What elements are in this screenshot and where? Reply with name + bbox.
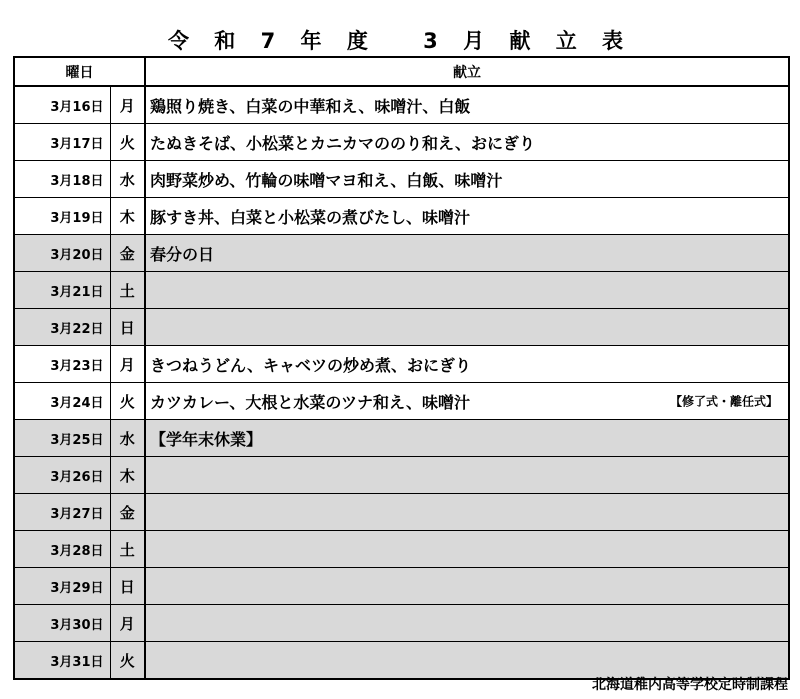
weekday-cell: 金 <box>110 494 145 531</box>
menu-text: 春分の日 <box>150 244 215 264</box>
menu-text: 豚すき丼、白菜と小松菜の煮びたし、味噌汁 <box>150 207 471 227</box>
menu-text: カツカレー、大根と水菜のツナ和え、味噌汁 <box>150 392 471 412</box>
weekday-cell: 水 <box>110 420 145 457</box>
table-row <box>14 383 789 420</box>
date-cell: 3月19日 <box>14 198 110 235</box>
table-row <box>14 494 789 531</box>
menu-cell <box>145 235 789 272</box>
table-header-row <box>14 57 789 86</box>
column-header-menu: 献立 <box>145 57 789 86</box>
date-cell: 3月17日 <box>14 124 110 161</box>
event-note: 【修了式・離任式】 <box>669 394 778 409</box>
weekday-cell: 土 <box>110 272 145 309</box>
date-cell: 3月16日 <box>14 86 110 124</box>
weekday-cell: 日 <box>110 309 145 346</box>
table-body <box>14 86 789 679</box>
menu-cell <box>145 642 789 680</box>
table-row <box>14 272 789 309</box>
menu-text: 鶏照り焼き、白菜の中華和え、味噌汁、白飯 <box>150 96 471 116</box>
column-header-day: 曜日 <box>14 57 145 86</box>
weekday-cell: 火 <box>110 124 145 161</box>
date-cell: 3月31日 <box>14 642 110 680</box>
menu-cell <box>145 568 789 605</box>
table-row <box>14 346 789 383</box>
date-cell: 3月23日 <box>14 346 110 383</box>
date-cell: 3月30日 <box>14 605 110 642</box>
menu-cell <box>145 198 789 235</box>
weekday-cell: 月 <box>110 86 145 124</box>
menu-cell <box>145 124 789 161</box>
menu-cell <box>145 494 789 531</box>
menu-cell <box>145 161 789 198</box>
weekday-cell: 木 <box>110 457 145 494</box>
menu-cell <box>145 457 789 494</box>
weekday-cell: 金 <box>110 235 145 272</box>
menu-text: きつねうどん、キャベツの炒め煮、おにぎり <box>150 355 471 375</box>
menu-cell <box>145 531 789 568</box>
date-cell: 3月25日 <box>14 420 110 457</box>
weekday-cell: 火 <box>110 383 145 420</box>
date-cell: 3月24日 <box>14 383 110 420</box>
date-cell: 3月22日 <box>14 309 110 346</box>
page-title: 令 和 7 年 度 3 月 献 立 表 <box>167 29 633 53</box>
weekday-cell: 月 <box>110 346 145 383</box>
table-row <box>14 161 789 198</box>
date-cell: 3月20日 <box>14 235 110 272</box>
table-row <box>14 235 789 272</box>
date-cell: 3月27日 <box>14 494 110 531</box>
school-name-footer: 北海道稚内高等学校定時制課程 <box>592 677 788 693</box>
menu-cell <box>145 420 789 457</box>
menu-cell <box>145 309 789 346</box>
table-row <box>14 198 789 235</box>
menu-text: 【学年末休業】 <box>150 429 263 449</box>
menu-cell <box>145 346 789 383</box>
table-row <box>14 568 789 605</box>
table-row <box>14 309 789 346</box>
table-row <box>14 531 789 568</box>
date-cell: 3月29日 <box>14 568 110 605</box>
table-row <box>14 86 789 124</box>
weekday-cell: 火 <box>110 642 145 680</box>
table-row <box>14 642 789 680</box>
date-cell: 3月18日 <box>14 161 110 198</box>
date-cell: 3月26日 <box>14 457 110 494</box>
weekday-cell: 土 <box>110 531 145 568</box>
table-row <box>14 124 789 161</box>
table-row <box>14 420 789 457</box>
table-row <box>14 457 789 494</box>
table-row <box>14 605 789 642</box>
weekday-cell: 木 <box>110 198 145 235</box>
weekday-cell: 日 <box>110 568 145 605</box>
date-cell: 3月28日 <box>14 531 110 568</box>
menu-table <box>13 56 790 680</box>
menu-text: たぬきそば、小松菜とカニカマののり和え、おにぎり <box>150 133 535 153</box>
menu-cell <box>145 86 789 124</box>
menu-text: 肉野菜炒め、竹輪の味噌マヨ和え、白飯、味噌汁 <box>150 170 503 190</box>
date-cell: 3月21日 <box>14 272 110 309</box>
weekday-cell: 水 <box>110 161 145 198</box>
weekday-cell: 月 <box>110 605 145 642</box>
menu-cell <box>145 605 789 642</box>
menu-cell <box>145 383 789 420</box>
menu-cell <box>145 272 789 309</box>
